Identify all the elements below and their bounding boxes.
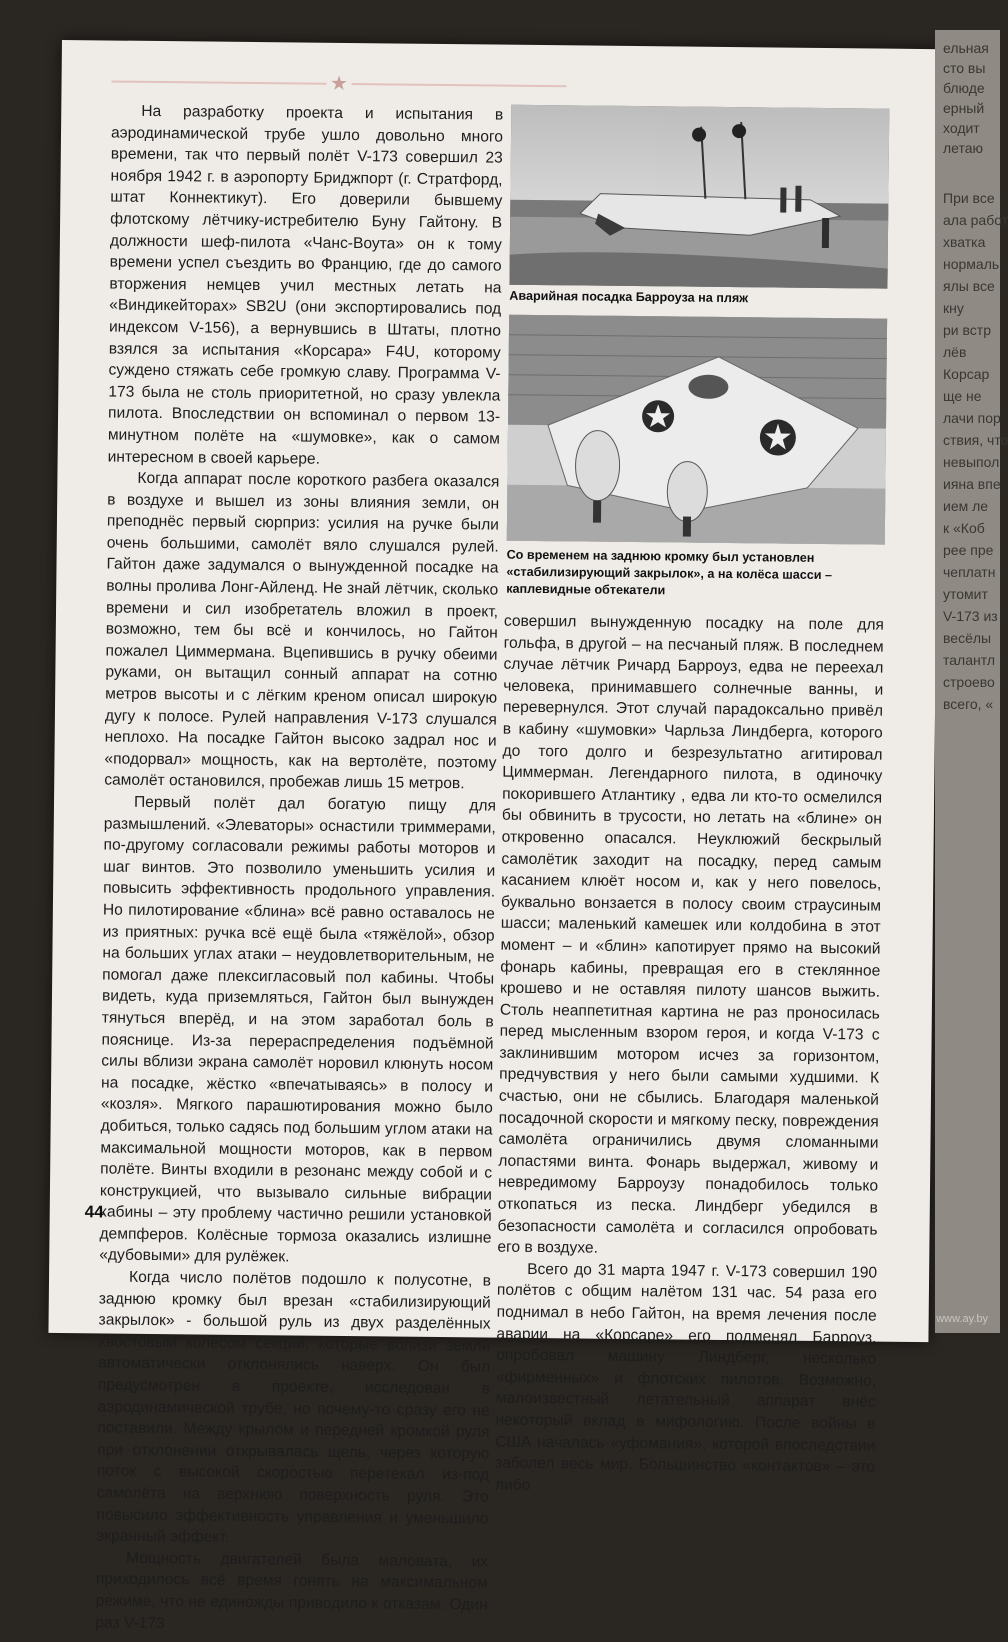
article-paragraph: Когда аппарат после короткого разбега оказался в воздухе и вышел из зоны влияния земли, он преподнёс первый сюрприз: усилия на ручке были очень большими, самолёт вяло слушался рулей. Гайтон даже задумался о вынужденной посадке на волны пролива Лонг-Айленд. Не знай лётчик, сколько времени и сил изобретатель вложил в проект, возможно, тем бы всё и кончилось, но Гайтон пожалел Циммермана. Вцепившись в ручку обеими руками, он вытащил сонный аппарат на сотню метров высоты и с лёгким креном описал широкую дугу к полосе. Рулей направления V-173 слушался неплохо. На посадке Гайтон высоко задрал нос и «подорвал» мощность, как на вертолёте, поэтому самолёт остановился, пробежав лишь 15 метров. xyxy=(104,469,500,793)
article-paragraph: Мощность двигателей была маловата, их приходилось всё время гонять на максимальном режиме, что не единожды приводило к отказам. Один раз V-173 xyxy=(95,1549,489,1632)
watermark: www.ay.by xyxy=(936,1313,988,1325)
page-number: 44 xyxy=(84,1202,104,1222)
adjacent-page-text: сто вы xyxy=(943,60,986,76)
photo-caption: Со временем на заднюю кромку был установлен «стабилизирующий закрылок», а на колёса шасси – каплевидные обтекатели xyxy=(506,547,833,598)
adjacent-page-text: ельная xyxy=(943,40,989,56)
adjacent-page-text: лёв xyxy=(943,344,967,360)
adjacent-page-text: талантл xyxy=(943,652,996,668)
photo-caption: Аварийная посадка Барроуза на пляж xyxy=(509,288,749,306)
adjacent-page-text: чеплатн xyxy=(943,564,996,580)
adjacent-page-text: нормаль xyxy=(943,256,1000,272)
adjacent-page-text: рее пре xyxy=(943,542,994,558)
photo-beach-landing xyxy=(509,105,889,289)
article-paragraph: На разработку проекта и испытания в аэродинамической трубе ушло довольно много времени, так что первый полёт V-173 совершил 23 ноября 1942 г. в аэропорту Бриджпорт (г. Стратфорд, штат Коннектикут). Его доверили бывшему флотскому лётчику-истребителю Буну Гайтону. В должности шеф-пилота «Чанс-Воута» он к тому времени успел съездить во Францию, где до самого вторжения немцев учил местных летать на «Виндикейторах» SB2U (они экспортировались под индексом V-156), а вернувшись в Штаты, плотно взялся за испытания «Корсара» F4U, которому суждено стяжать себе громкую славу. Программа V-173 была не столь приоритетной, но сразу увлекла пилота. Впоследствии он вспоминал о первом 13-минутном полёте на «шумовке», как о самом интересном в своей карьере. xyxy=(107,102,504,468)
adjacent-page-text: кну xyxy=(943,300,964,316)
adjacent-page-text: всего, « xyxy=(943,696,994,712)
magazine-page xyxy=(48,40,941,1632)
article-paragraph: Когда число полётов подошло к полусотне, в заднюю кромку был врезан «стабилизирующий закрылок» - большой руль из двух разделённых хвостовым колесом секций, которые вблизи земли автоматически отклонялись наверх. Он был предусмотрен в проекте, исследован в аэродинамической трубе, но почему-то сразу его не поставили. Между крылом и передней кромкой руля при отклонении открывалась щель, через которую поток с высокой скоростью перетекал из-под самолёта на верхнюю поверхность руля. Это повысило эффективность управления и уменьшило экранный эффект. xyxy=(96,1268,492,1547)
adjacent-page-text: ерный xyxy=(943,100,985,116)
header-line-right xyxy=(352,83,567,87)
adjacent-page-text: ала работ xyxy=(943,212,1008,228)
adjacent-page-text: ияна впе xyxy=(943,476,1001,492)
article-paragraph: Первый полёт дал богатую пищу для размышлений. «Элеваторы» оснастили триммерами, по-другому согласовали режимы работы моторов и шаг винтов. Это позволило уменьшить усилия и повысить эффективность продольного управления. Но пилотирование «блина» всё равно оставалось не из приятных: ручка всё ещё была «тяжёлой», обзор на больших углах атаки – неудовлетворительным, не помогал даже плексигласовый пол кабины. Чтобы видеть, куда приземляться, Гайтон был вынужден тянуться вперёд, и на этом заработал боль в пояснице. Из-за перераспределения подъёмной силы вблизи экрана самолёт норовил клюнуть носом на посадке, жёстко «впечатываясь» в полосу и «козля». Мягкого парашютирования можно было добиться, только садясь под большим углом атаки на максимальной мощности моторов, как в первом полёте. Винты входили в резонанс между собой и с конструкцией, что вызывало сильные вибрации кабины – эту проблему частично решили установкой демпферов. Колёсные тормоза оказались излишне «дубовыми» для рулёжек. xyxy=(99,793,497,1266)
page-header-band xyxy=(111,73,566,96)
article-left-column xyxy=(95,101,503,1638)
adjacent-page-text: хватка xyxy=(943,234,986,250)
adjacent-page-text: утомит xyxy=(943,586,988,602)
adjacent-page-text: ри встр xyxy=(943,322,991,338)
adjacent-page-text: При все xyxy=(943,190,995,206)
adjacent-page-text: невыпол xyxy=(943,454,1000,470)
adjacent-page-text: Корсар xyxy=(943,366,990,382)
photo-v173-parked-image xyxy=(507,315,887,545)
adjacent-page-text: к «Коб xyxy=(943,520,985,536)
article-paragraph: Всего до 31 марта 1947 г. V-173 совершил 190 полётов с общим налётом 131 час. 54 раза его поднимал в небо Гайтон, на время лечения после аварии на «Корсаре» его подменял Барроуз, опробовал машину Линдберг, несколько «фирменных» и флотских пилотов. Возможно, малоизвестный летательный аппарат внёс некоторый вклад в мифологию. После войны в США началась «уфомания», которой впоследствии заболел весь мир. Большинство «контактов» – это либо xyxy=(494,1260,878,1494)
article-paragraph: совершил вынужденную посадку на поле для гольфа, в другой – на песчаный пляж. В последнем случае лётчик Ричард Барроуз, едва не переехал человека, принимавшего солнечные ванны, и перевернулся. Этот случай парадоксально привёл в кабину «шумовки» Чарльза Линдберга, которого до того долго и безрезультатно агитировал Циммерман. Легендарного пилота, в одиночку покорившего Атлантику , едва ли кто-то осмелился бы обвинить в трусости, но летать на «блине» он откровенно опасался. Неуклюжий бескрылый самолётик заходит на посадку, перед самым касанием клюёт носом и, как у него повелось, буквально вонзается в полосу своим страусиным шасси; маленький камешек или колдобина в этот момент – и «блин» капотирует прямо на высокий фонарь кабины, превращая его в стеклянное крошево и не оставляя пилоту шансов выжить. Столь неаппетитная картина не раз проносилась перед мысленным взором героя, и когда V-173 с заклинившим мотором исчез за горизонтом, предчувствия у него были самыми худшими. К счастью, они не сбылись. Благодаря маленькой посадочной скорости и мягкому песку, повреждения самолёта ограничились двумя сломанными лопастями винта. Фонарь выдержал, живому и невредимому Барроузу понадобилось только откопаться из песка. Линдберг убедился в безопасности самолёта и согласился опробовать его в воздухе. xyxy=(497,612,885,1257)
adjacent-page-text: ием ле xyxy=(943,498,989,514)
adjacent-page-text: V-173 из xyxy=(943,608,998,624)
adjacent-page-text: строево xyxy=(943,674,995,690)
adjacent-page-text: ствия, что xyxy=(943,432,1008,448)
adjacent-page-text: блюде xyxy=(943,80,985,96)
adjacent-page-text: ще не xyxy=(943,388,982,404)
photo-v173-parked xyxy=(507,315,887,545)
red-star-icon: ★ xyxy=(329,72,349,95)
adjacent-page-text: весёлы xyxy=(943,630,992,646)
header-line-left xyxy=(112,81,327,85)
adjacent-page-text: лачи пор xyxy=(943,410,1001,426)
photo-beach-landing-image xyxy=(509,105,889,289)
adjacent-page-text: ялы все xyxy=(943,278,995,294)
adjacent-page-text: летаю xyxy=(943,140,984,156)
adjacent-page-edge xyxy=(935,30,1008,1333)
article-right-column xyxy=(495,611,884,1500)
adjacent-page-text: ходит xyxy=(943,120,980,136)
